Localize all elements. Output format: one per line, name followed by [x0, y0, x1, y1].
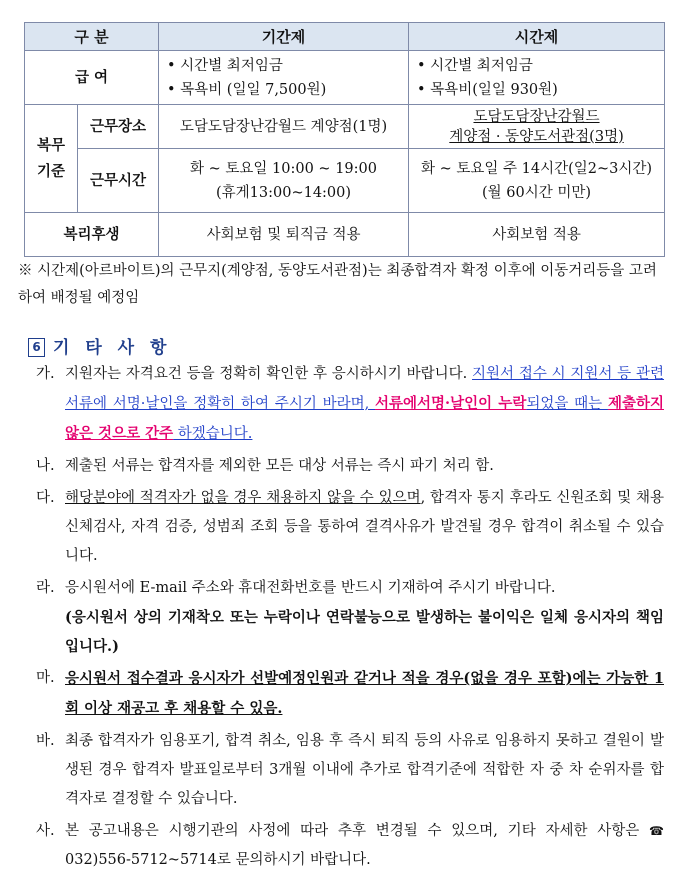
- ga-text-2: 지원서 접수 시 지원서 등 관련 서류에 서명·날인을 정확히 하여 주시기 바라며,: [65, 366, 664, 412]
- time-sigan-line1: 화 ~ 토요일 주 14시간(일2~3시간): [421, 160, 653, 177]
- pay-gigan: [159, 51, 409, 105]
- welfare-sigan: 사회보험 적용: [409, 213, 665, 257]
- place-sigan: [409, 105, 665, 149]
- table-row-welfare: [25, 213, 665, 257]
- item-marker: 바.: [36, 733, 55, 749]
- ga-text-3: 서류에서명·날인이 누락: [375, 395, 527, 412]
- sa-text-2: 032)556-5712~5714로 문의하시기 바랍니다.: [65, 852, 371, 868]
- ra-text-1: 응시원서에 E-mail 주소와 휴대전화번호를 반드시 기재하여 주시기 바랍니다.: [65, 580, 556, 596]
- list-item-ra: [36, 574, 664, 661]
- ba-text: 최종 합격자가 임용포기, 합격 취소, 임용 후 즉시 퇴직 등의 사유로 임용하지 못하고 결원이 발생된 경우 합격자 발표일로부터 3개월 이내에 추가로 합격기준에 적합한 자 중 차 순위자를 합격자로 결정할 수 있습니다.: [65, 733, 664, 807]
- time-sigan: [409, 149, 665, 213]
- welfare-gigan: 사회보험 및 퇴직금 적용: [159, 213, 409, 257]
- list-item-da: [36, 484, 664, 571]
- table-row-time: [25, 149, 665, 213]
- section-title: [28, 333, 171, 358]
- service-label-line2: 기준: [36, 163, 65, 180]
- pay-label: 급 여: [25, 51, 159, 105]
- employment-conditions-table: [24, 22, 665, 257]
- ma-text: 응시원서 접수결과 응시자가 선발예정인원과 같거나 적을 경우(없을 경우 포함)에는 가능한 1회 이상 재공고 후 채용할 수 있음.: [65, 670, 664, 717]
- time-gigan-line2: (휴게13:00~14:00): [215, 184, 352, 201]
- item-marker: 라.: [36, 580, 55, 596]
- ga-text-4: 되었을 때는: [526, 396, 608, 412]
- phone-icon: ☎: [649, 824, 664, 838]
- list-item-ga: [36, 360, 664, 449]
- welfare-label: 복리후생: [25, 213, 159, 257]
- time-gigan: [159, 149, 409, 213]
- place-sigan-line1: 도담도담장난감월드: [473, 108, 600, 125]
- header-gigan: 기간제: [159, 23, 409, 51]
- notice-items: [36, 360, 664, 878]
- item-marker: 다.: [36, 490, 55, 506]
- item-marker: 나.: [36, 458, 55, 474]
- list-item-ba: [36, 727, 664, 814]
- list-item-sa: [36, 817, 664, 875]
- place-gigan: 도담도담장난감월드 계양점(1명): [159, 105, 409, 149]
- assignment-note: ※ 시간제(아르바이트)의 근무지(계양점, 동양도서관점)는 최종합격자 확정 이후에 이동거리등을 고려하여 배정될 예정임: [18, 263, 657, 306]
- da-text-1: 해당분야에 적격자가 없을 경우 채용하지 않을 수 있으며: [65, 490, 421, 506]
- header-category: 구 분: [25, 23, 159, 51]
- service-label-line1: 복무: [36, 137, 65, 154]
- item-marker: 마.: [36, 670, 55, 686]
- table-row-pay: [25, 51, 665, 105]
- pay-gigan-line1: • 시간별 최저임금: [167, 57, 283, 74]
- time-gigan-line1: 화 ~ 토요일 10:00 ~ 19:00: [190, 160, 377, 177]
- pay-sigan: [409, 51, 665, 105]
- ra-text-2: (응시원서 상의 기재착오 또는 누락이나 연락불능으로 발생하는 불이익은 일체 응시자의 책임입니다.): [65, 609, 664, 655]
- sa-text-1: 본 공고내용은 시행기관의 사정에 따라 추후 변경될 수 있으며, 기타 자세한 사항은: [65, 823, 650, 839]
- ga-text-1: 지원자는 자격요건 등을 정확히 확인한 후 응시하시기 바랍니다.: [65, 366, 473, 382]
- pay-sigan-line2: • 목욕비(일일 930원): [417, 81, 558, 98]
- pay-sigan-line1: • 시간별 최저임금: [417, 57, 533, 74]
- section-number-box: 6: [28, 338, 45, 357]
- pay-gigan-line2: • 목욕비 (일일 7,500원): [167, 81, 327, 98]
- list-item-na: [36, 452, 664, 481]
- ga-text-6: 하겠습니다.: [173, 426, 253, 442]
- header-sigan: 시간제: [409, 23, 665, 51]
- time-label: 근무시간: [78, 149, 159, 213]
- item-marker: 가.: [36, 366, 55, 382]
- table-header-row: [25, 23, 665, 51]
- list-item-ma: [36, 664, 664, 724]
- table-row-place: [25, 105, 665, 149]
- service-label: [25, 105, 78, 213]
- da-text-2: , 합격자 통지 후라도 신원조회 및 채용신체검사, 자격 검증, 성범죄 조회 등을 통하여 결격사유가 발견될 경우 합격이 취소될 수 있습니다.: [65, 490, 664, 564]
- ga-text-5: 제출하지 않은 것으로 간주: [65, 395, 664, 442]
- item-marker: 사.: [36, 823, 55, 839]
- place-sigan-line2: 계양점 · 동양도서관점(3명): [449, 128, 624, 145]
- na-text: 제출된 서류는 합격자를 제외한 모든 대상 서류는 즉시 파기 처리 함.: [65, 458, 494, 474]
- section-title-text: 기 타 사 항: [53, 338, 172, 358]
- place-label: 근무장소: [78, 105, 159, 149]
- time-sigan-line2: (월 60시간 미만): [482, 184, 592, 201]
